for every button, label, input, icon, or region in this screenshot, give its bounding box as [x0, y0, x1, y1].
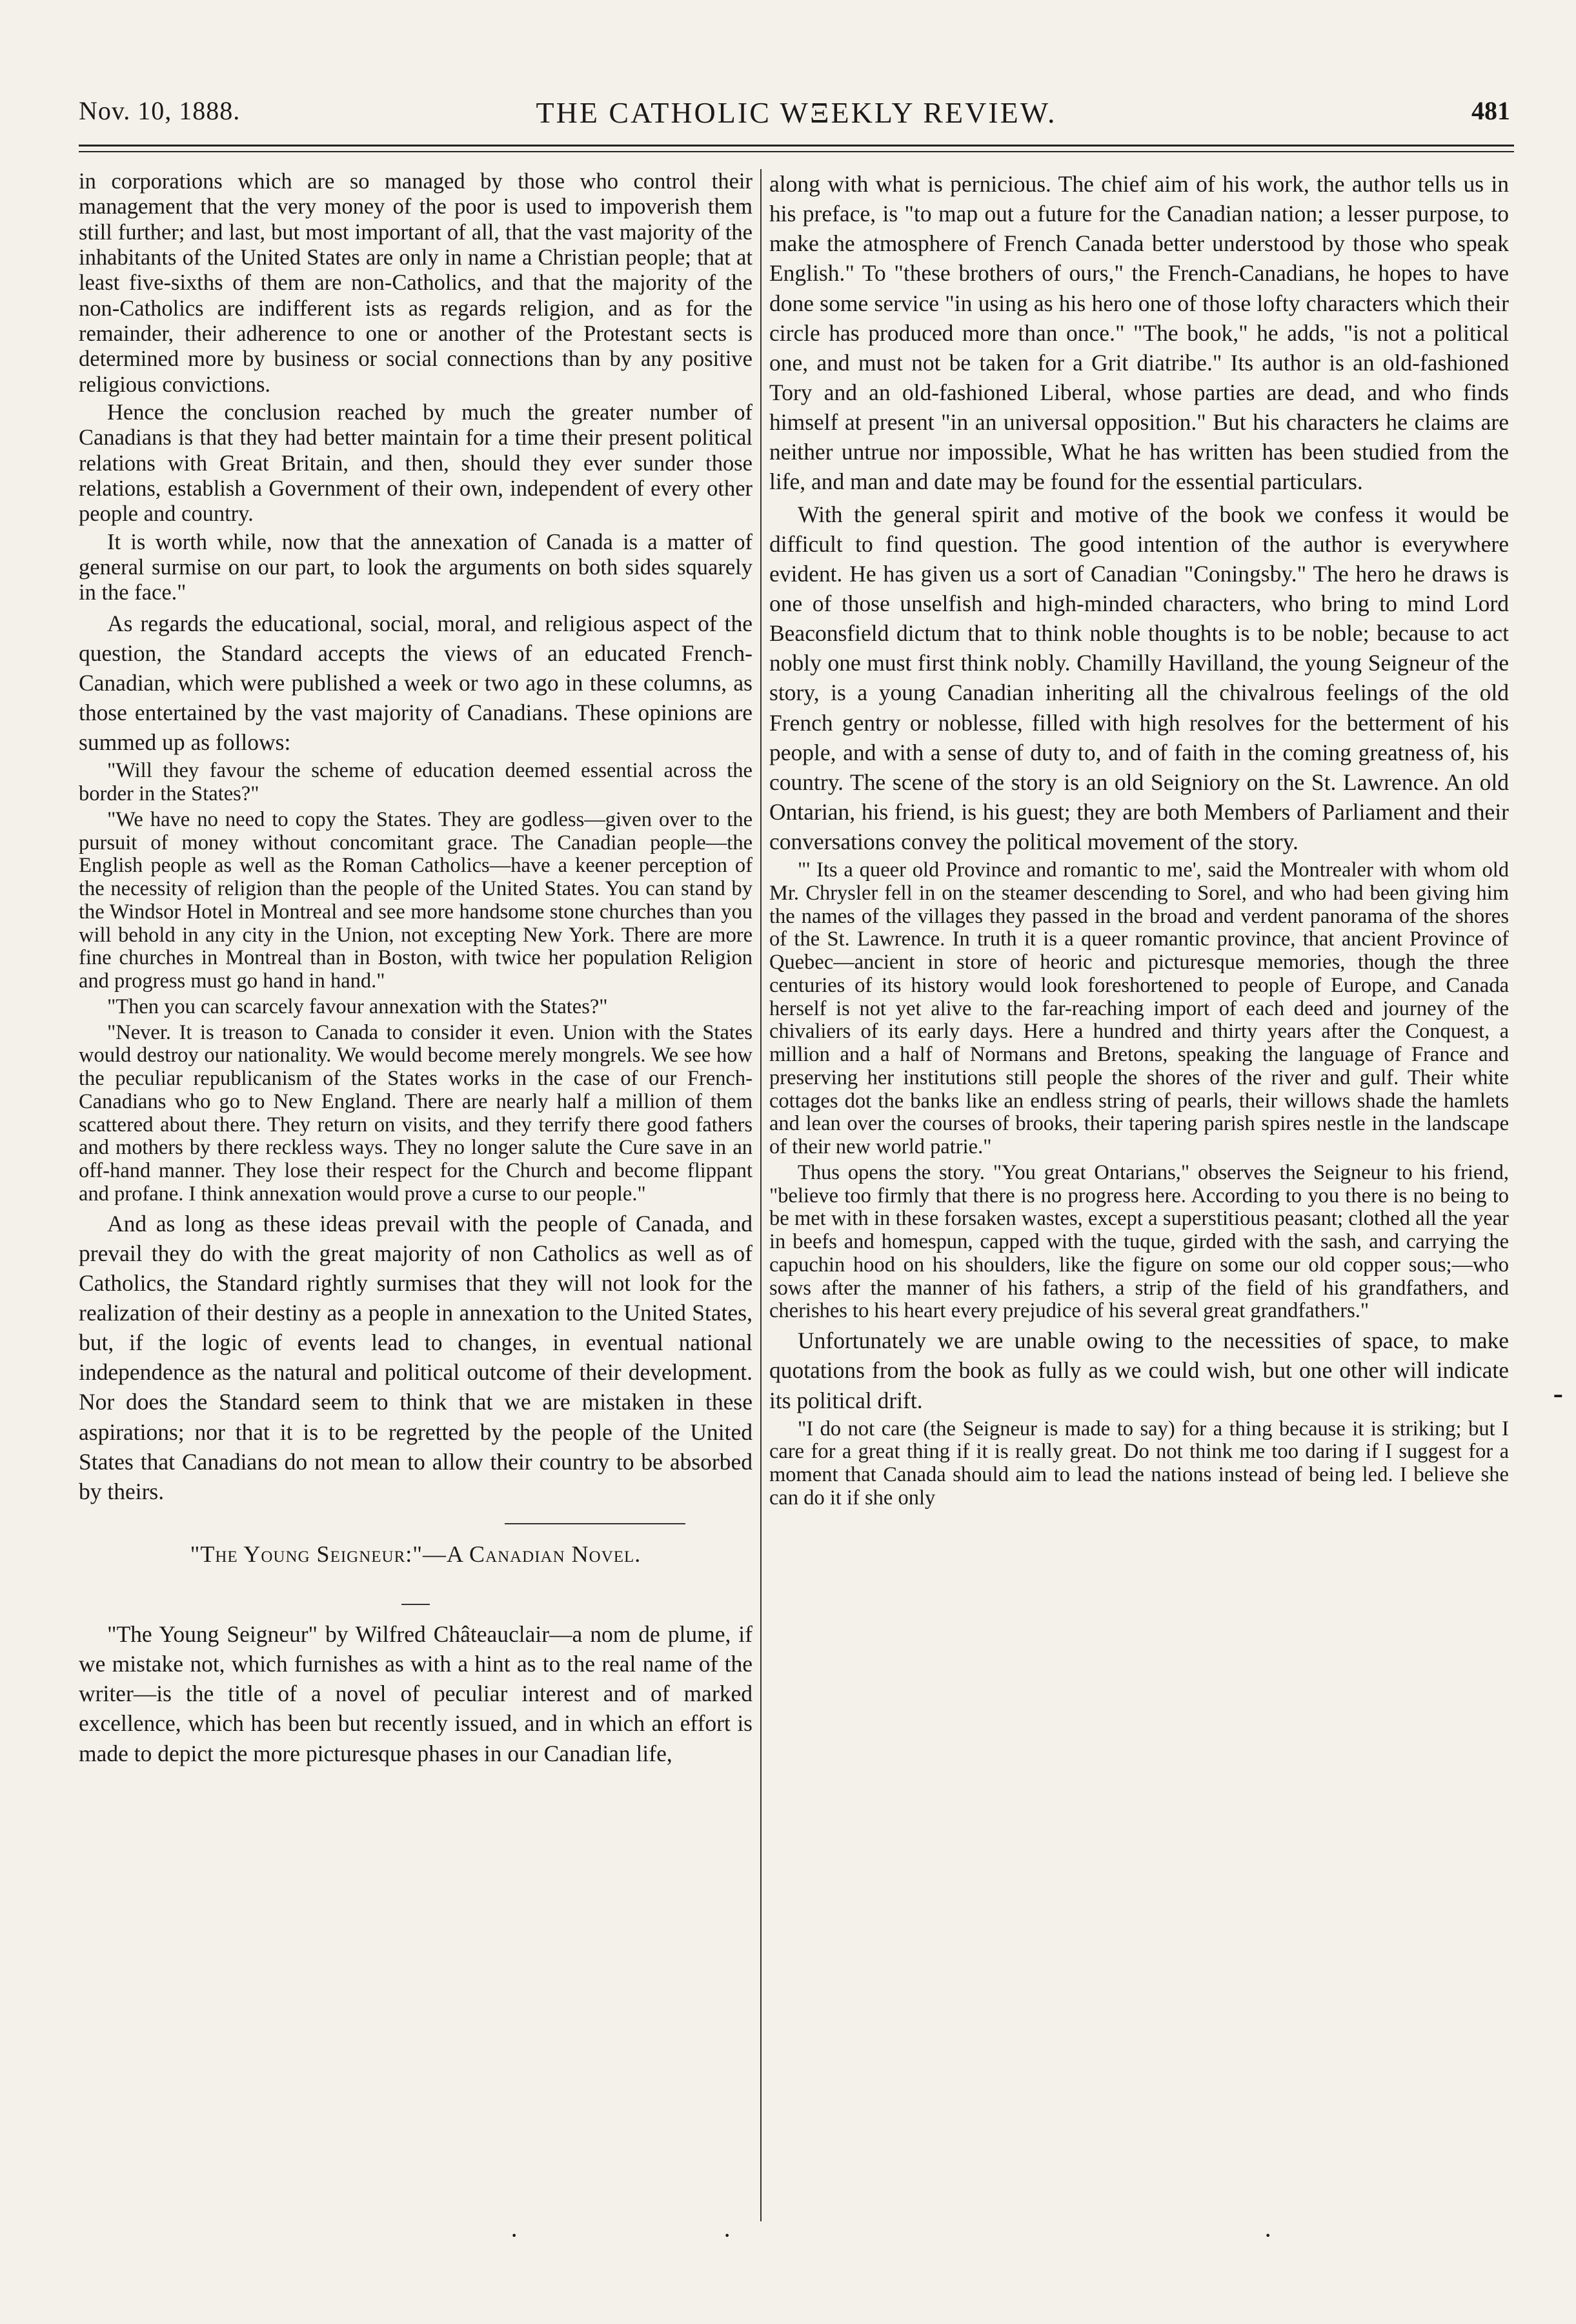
column-divider	[760, 169, 762, 2221]
paragraph: in corporations which are so managed by those who control their management that the very money of the poor is used to impoverish them still further; and last, but most important of all, that the vast majority of the inhabitants of the United States are only in name a Christian people; that at least five-sixths of them are non-Catholics, and that the majority of the non-Catholics are indifferent ists as regards religion, and as for the remainder, their adherence to one or another of the Protestant sects is determined more by business or social connections than by any positive religious convictions.	[79, 169, 753, 397]
print-speck: ·	[510, 2221, 519, 2250]
print-speck: ·	[723, 2221, 732, 2250]
print-speck: ·	[1264, 2221, 1273, 2250]
article-intro: "The Young Seigneur" by Wilfred Châteauclair—a nom de plume, if we mistake not, which furnishes as with a hint as to the real name of the writer—is the title of a novel of peculiar interest and of marked excellence, which has been but recently issued, and in which an effort is made to depict the more picturesque phases in our Canadian life,	[79, 1621, 753, 1766]
header-rule-thick	[79, 145, 1514, 147]
paragraph: Unfortunately we are unable owing to the necessities of space, to make quotations from the book as fully as we could wish, but one other will indicate its political drift.	[769, 1328, 1509, 1413]
paragraph: along with what is pernicious. The chief aim of his work, the author tells us in his preface, is "to map out a future for the Canadian nation; a lesser purpose, to make the atmosphere of French Canada better understood by those who speak English." To "these brothers of ours," the French-Canadians, he hopes to have done some service "in using as his hero one of those lofty characters which their circle has produced more than once." "The book," he adds, "is not a political one, and must not be taken for a Grit diatribe." Its author is an old-fashioned Tory and an old-fashioned Liberal, whose parties are dead, and who finds himself at present "in an universal opposition." But his characters he claims are neither untrue nor impossible, What he has written has been studied from the life, and man and date may be found for the essential particulars.	[769, 171, 1509, 495]
quoted-paragraph: "We have no need to copy the States. They are godless—given over to the pursuit of money without concomitant grace. The Canadian people—the English people as well as the Roman Catholics—have a keener perception of the necessity of religion than the people of the United States. You can stand by the Windsor Hotel in Montreal and see more handsome stone churches than you will behold in any city in the Union, not excepting New York. There are more fine churches in Montreal than in Boston, with twice her population Religion and progress must go hand in hand."	[79, 807, 753, 993]
paragraph: It is worth while, now that the annexation of Canada is a matter of general surmise on our part, to look the arguments on both sides squarely in the face."	[79, 529, 753, 605]
publication-title: THE CATHOLIC WΞEKLY REVIEW.	[536, 96, 1057, 129]
title-separator	[401, 1604, 430, 1605]
paragraph: With the general spirit and motive of the book we confess it would be difficult to find question. The good intention of the author is everywhere evident. He has given us a sort of Canadian "Coningsby." The hero he draws is one of those unselfish and high-minded characters, who bring to mind Lord Beaconsfield dictum that to think noble thoughts is to be noble; because to act nobly one must first think nobly. Chamilly Havilland, the young Seigneur of the story, is a young Canadian inheriting all the chivalrous feelings of the old French gentry or noblesse, filled with high resolves for the betterment of his people, and with a sense of duty to, and of faith in the coming greatness of, his country. The scene of the story is an old Seigniory on the St. Lawrence. An old Ontarian, his friend, is his guest; they are both Members of Parliament and their conversations convey the political movement of the story.	[769, 501, 1509, 855]
left-column	[79, 169, 753, 1771]
quoted-paragraph: "' Its a queer old Province and romantic to me', said the Montrealer with whom old Mr. Chrysler fell in on the steamer descending to Sorel, and who had been giving him the names of the villages they passed in the broad and verdent panorama of the shores of the St. Lawrence. In truth it is a queer romantic province, that ancient Province of Quebec—ancient in store of heoric and picturesque memories, though the three centuries of its history would look foreshortened to people of Europe, and Canada herself is not yet alive to the far-reaching import of each deed and journey of the chivaliers of its early days. Here a hundred and thirty years after the Conquest, a million and a half of Normans and Bretons, speaking the language of France and preserving her institutions still people the shores of the river and gulf. Their white cottages dot the banks like an endless string of pearls, their willows shade the hamlets and lean over the courses of brooks, their tapering parish spires nestle in the landscape of their new world patrie."	[769, 858, 1509, 1159]
quoted-paragraph: "Will they favour the scheme of education deemed essential across the border in the States?"	[79, 759, 753, 806]
section-separator	[505, 1523, 685, 1524]
page-number: 481	[1471, 96, 1510, 125]
page-header	[79, 96, 1514, 134]
margin-mark: -	[1553, 1377, 1563, 1410]
quoted-paragraph: "Then you can scarcely favour annexation with the States?"	[107, 995, 608, 1018]
right-column	[769, 169, 1509, 1513]
article-title: "The Young Seigneur:"—A Canadian Novel.	[190, 1541, 642, 1567]
paragraph: And as long as these ideas prevail with the people of Canada, and prevail they do with the great majority of non Catholics as well as of Catholics, the Standard rightly surmises that they will not look for the realization of their destiny as a people in annexation to the United States, but, if the logic of events lead to changes, in eventual national independence as the natural and political outcome of their development. Nor does the Standard seem to think that we are mistaken in these aspirations; nor that it is to be regretted by the people of the United States that Canadians do not mean to allow their country to be absorbed by theirs.	[79, 1210, 753, 1504]
paragraph: As regards the educational, social, moral, and religious aspect of the question, the Standard accepts the views of an educated French-Canadian, which were published a week or two ago in these columns, as those entertained by the vast majority of Canadians. These opinions are summed up as follows:	[79, 610, 753, 756]
header-rule-thin	[79, 151, 1514, 152]
quoted-paragraph: "Never. It is treason to Canada to consider it even. Union with the States would destroy our nationality. We would become merely mongrels. We see how the peculiar republicanism of the States works in the case of our French-Canadians who go to New England. There are nearly half a million of them scattered about there. They return on visits, and they terrify there good fathers and mothers by there reckless ways. They no longer salute the Cure save in an off-hand manner. They lose their respect for the Church and become flippant and profane. I think annexation would prove a curse to our people."	[79, 1020, 753, 1206]
paragraph: Hence the conclusion reached by much the greater number of Canadians is that they had better maintain for a time their present political relations with Great Britain, and then, should they ever sunder those relations, establish a Government of their own, independent of every other people and country.	[79, 399, 753, 527]
quoted-paragraph: Thus opens the story. "You great Ontarians," observes the Seigneur to his friend, "believe too firmly that there is no progress here. According to you there is no being to be met with in these forsaken wastes, except a superstitious peasant; clothed all the year in beefs and homespun, capped with the tuque, girded with the sash, and carrying the capuchin hood on his shoulders, like the figure on some our old copper sous;—who sows after the manner of his fathers, a strip of the field of his grandfathers, and cherishes to his heart every prejudice of his several great grandfathers."	[769, 1160, 1509, 1323]
issue-date: Nov. 10, 1888.	[79, 96, 241, 125]
quoted-paragraph: "I do not care (the Seigneur is made to say) for a thing because it is striking; but I care for a great thing if it is really great. Do not think me too daring if I suggest for a moment that Canada should aim to lead the nations instead of being led. I believe she can do it if she only	[769, 1417, 1509, 1510]
